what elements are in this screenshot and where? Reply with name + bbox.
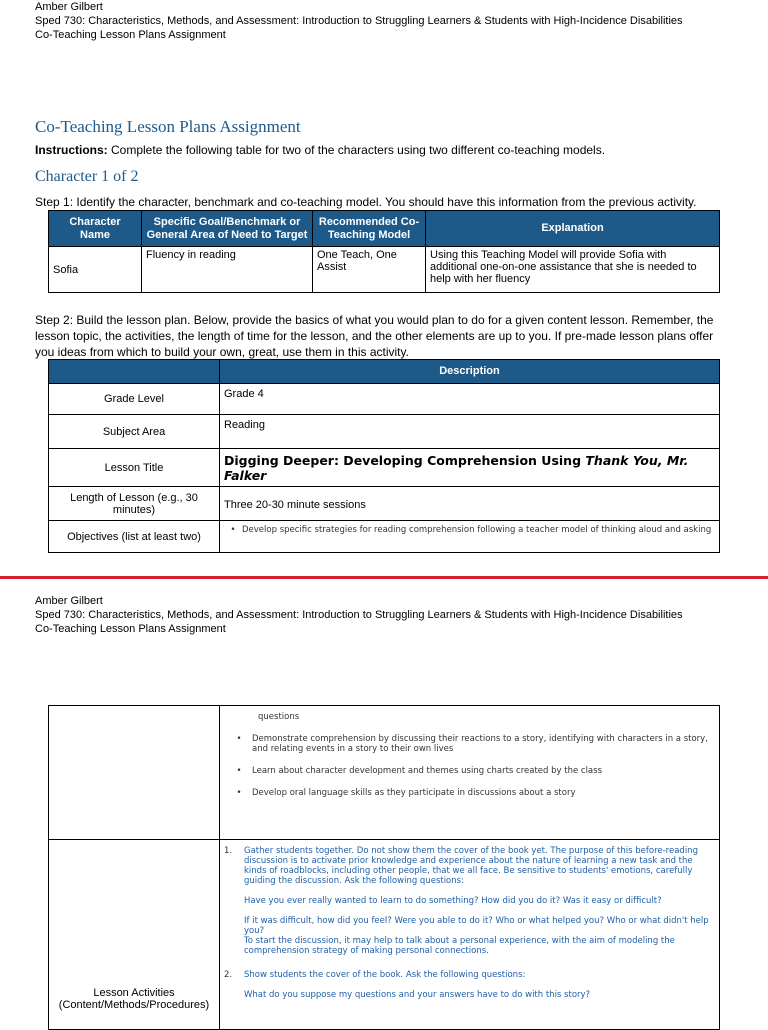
step-2-text: Step 2: Build the lesson plan. Below, provide the basics of what you would plan to do for a given content lesson. Remember, the lesson topic, the activities, the length of time for the lesson, and the other elements are up to you. If pre-made lesson plans offer you ideas from which to build your own, great, use them in this activity. xyxy=(35,313,714,359)
objective-item: • Develop specific strategies for reading comprehension following a teacher model of thinking aloud and asking xyxy=(230,525,712,535)
lesson-title-prefix: Digging Deeper: Developing Comprehension Using xyxy=(224,453,586,468)
author-name: Amber Gilbert xyxy=(35,1,103,13)
character-heading: Character 1 of 2 xyxy=(35,168,139,185)
instructions-label: Instructions: xyxy=(35,143,108,157)
activity-item: 2. Show students the cover of the book. Ask the following questions: xyxy=(224,970,526,980)
page-divider xyxy=(0,576,768,579)
lesson-plan-table-continued xyxy=(48,705,720,1030)
label-objectives: Objectives (list at least two) xyxy=(49,521,220,553)
label-objectives-continued xyxy=(49,706,220,840)
value-grade-level: Grade 4 xyxy=(220,384,720,415)
activity-item: 1. Gather students together. Do not show them the cover of the book yet. The purpose of this before-reading discussion is to activate prior knowledge and experience about the nature of learning a new task and the kinds of roadblocks, including other people, that we all face. Be sensitive to students' emotions, carefully guiding the discussion. Ask the following questions: xyxy=(224,846,698,886)
page-header xyxy=(35,0,683,42)
value-objectives xyxy=(220,521,720,553)
label-lesson-title: Lesson Title xyxy=(49,449,220,487)
cell-character-name: Sofia xyxy=(49,247,142,293)
value-subject-area: Reading xyxy=(220,415,720,449)
step-1-text: Step 1: Identify the character, benchmark and co-teaching model. You should have this information from the previous activity. xyxy=(35,195,697,209)
lesson-title-book: Thank You, Mr. Falker xyxy=(224,453,689,483)
header-explanation: Explanation xyxy=(426,211,720,247)
character-table xyxy=(48,210,720,293)
cell-model: One Teach, One Assist xyxy=(313,247,426,293)
label-grade-level: Grade Level xyxy=(49,384,220,415)
activity-question: Have you ever really wanted to learn to do something? How did you do it? Was it easy or difficult? xyxy=(244,896,662,906)
activity-question: If it was difficult, how did you feel? Were you able to do it? Who or what helped you? Who or what didn't help you? xyxy=(244,916,709,936)
value-objectives-continued xyxy=(220,706,720,840)
document-title: Co-Teaching Lesson Plans Assignment xyxy=(35,117,301,136)
header-description: Description xyxy=(220,360,720,384)
objective-item: • Demonstrate comprehension by discussing their reactions to a story, identifying with characters in a story, and relating events in a story to their own lives xyxy=(236,734,708,754)
value-lesson-activities xyxy=(220,840,720,1030)
label-subject-area: Subject Area xyxy=(49,415,220,449)
cell-explanation: Using this Teaching Model will provide Sofia with additional one-on-one assistance that she is needed to help with her fluency xyxy=(426,247,720,293)
lesson-plan-table xyxy=(48,359,720,553)
cell-goal: Fluency in reading xyxy=(142,247,313,293)
label-lesson-activities: Lesson Activities (Content/Methods/Procedures) xyxy=(49,840,220,1030)
page-2-header xyxy=(35,594,683,636)
activity-question: What do you suppose my questions and your answers have to do with this story? xyxy=(244,990,591,1000)
assignment-name: Co-Teaching Lesson Plans Assignment xyxy=(35,29,226,41)
author-name-2: Amber Gilbert xyxy=(35,595,103,607)
objective-1-continued: questions xyxy=(258,712,300,722)
value-lesson-length: Three 20-30 minute sessions xyxy=(220,487,720,521)
label-lesson-length: Length of Lesson (e.g., 30 minutes) xyxy=(49,487,220,521)
activity-note: To start the discussion, it may help to talk about a personal experience, with the aim of modeling the comprehension strategy of making personal connections. xyxy=(244,936,675,956)
objective-item: • Develop oral language skills as they participate in discussions about a story xyxy=(236,788,576,798)
header-model: Recommended Co-Teaching Model xyxy=(313,211,426,247)
course-name-2: Sped 730: Characteristics, Methods, and Assessment: Introduction to Struggling Learners & Students with High-Incidence Disabilities xyxy=(35,609,683,621)
instructions-text: Complete the following table for two of the characters using two different co-teaching models. xyxy=(107,143,606,157)
value-lesson-title xyxy=(220,449,720,487)
course-name: Sped 730: Characteristics, Methods, and Assessment: Introduction to Struggling Learners & Students with High-Incidence Disabilities xyxy=(35,15,683,27)
header-blank xyxy=(49,360,220,384)
header-goal: Specific Goal/Benchmark or General Area of Need to Target xyxy=(142,211,313,247)
header-character-name: Character Name xyxy=(49,211,142,247)
assignment-name-2: Co-Teaching Lesson Plans Assignment xyxy=(35,623,226,635)
objective-item: • Learn about character development and themes using charts created by the class xyxy=(236,766,602,776)
instructions xyxy=(35,143,605,157)
